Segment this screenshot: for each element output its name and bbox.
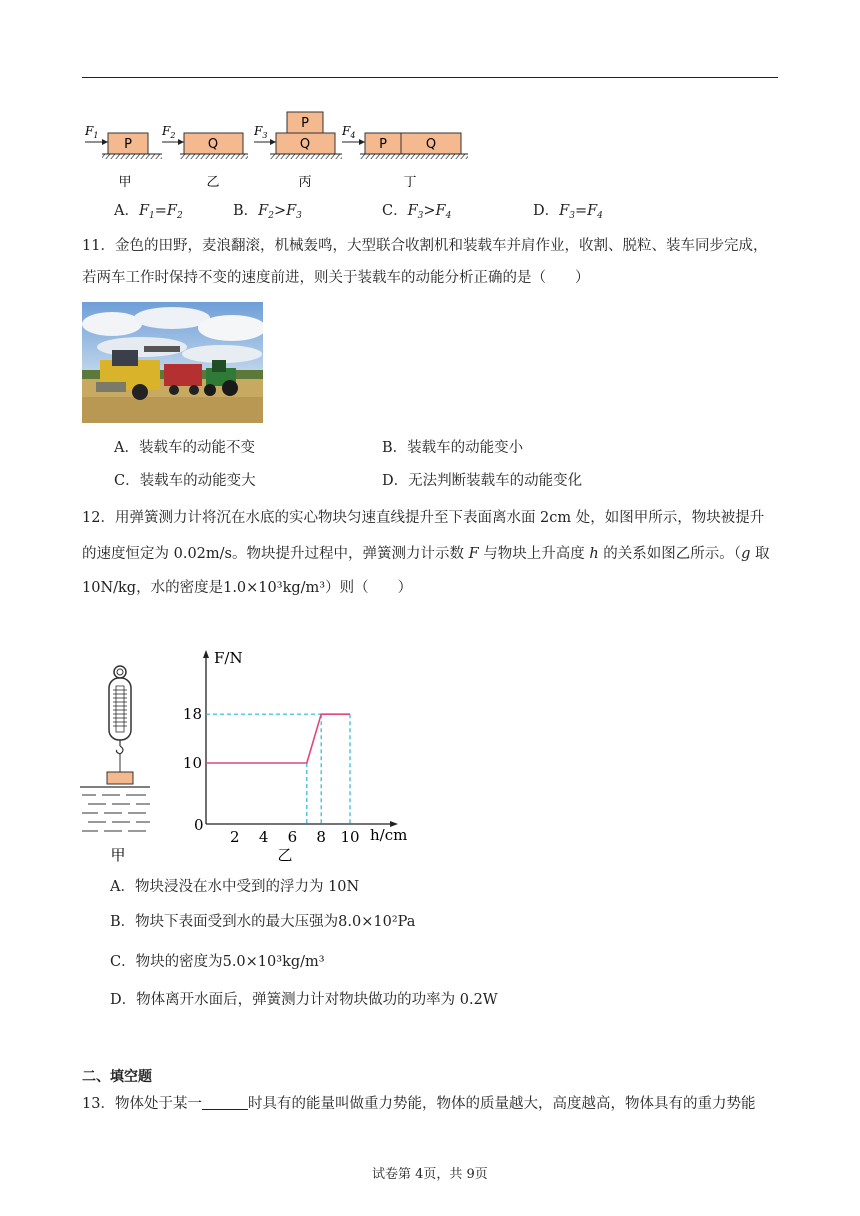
block-q-label: Q	[425, 137, 437, 152]
ground-hatch	[102, 154, 162, 159]
option-formula: $F_3=F_4$	[559, 203, 603, 221]
y-tick-label: 10	[182, 754, 202, 772]
q11-stem-line1: 11．金色的田野，麦浪翻滚，机械轰鸣，大型联合收割机和装载车并肩作业，收割、脱粒、装车同步完成，	[82, 238, 768, 254]
caption-jia: 甲	[118, 175, 132, 190]
block-p-label: P	[379, 137, 387, 152]
diagram-jia	[84, 124, 162, 159]
x-tick-label: 8	[316, 828, 326, 846]
q13-stem: 13．物体处于某一 时具有的能量叫做重力势能，物体的质量越大，高度越高，物体具有的重力势能	[82, 1096, 756, 1112]
x-tick-label: 2	[230, 828, 240, 846]
q10-option-a[interactable]: A．$F_1=F_2$	[114, 203, 183, 221]
option-formula: $F_1=F_2$	[138, 203, 183, 221]
q12-stem-line1: 12．用弹簧测力计将沉在水底的实心物块匀速直线提升至下表面离水面 2cm 处，如图甲所示，物块被提升	[82, 510, 765, 526]
block-p-label: P	[124, 137, 132, 152]
hook-icon	[116, 746, 123, 754]
force-label-f3: $F_3$	[254, 124, 268, 140]
x-tick-label: 4	[258, 828, 269, 846]
answer-blank[interactable]	[202, 1095, 248, 1110]
caption-ding: 丁	[403, 175, 417, 190]
block-p-label: P	[301, 116, 309, 131]
caption-bing: 丙	[298, 175, 312, 190]
origin-label: 0	[194, 816, 204, 834]
q12-option-b[interactable]: B．物块下表面受到水的最大压强为8.0×10²Pa	[110, 914, 416, 930]
y-axis-arrow-icon	[203, 650, 209, 658]
diagram-bing	[253, 112, 342, 159]
q10-option-c[interactable]: C．$F_3>F_4$	[382, 203, 452, 221]
q12-option-d[interactable]: D．物体离开水面后，弹簧测力计对物块做功的功率为 0.2W	[110, 992, 498, 1008]
arrowhead-icon	[102, 139, 108, 145]
q12-option-c[interactable]: C．物块的密度为5.0×10³kg/m³	[110, 954, 325, 970]
block-q-label: Q	[207, 137, 219, 152]
q11-stem-line2: 若两车工作时保持不变的速度前进，则关于装载车的动能分析正确的是（ ）	[82, 270, 590, 286]
force-label-f4: $F_4$	[342, 124, 356, 140]
section-title: 二、填空题	[82, 1069, 152, 1085]
q12-stem-line3: 10N/kg，水的密度是1.0×10³kg/m³）则（ ）	[82, 580, 413, 596]
q11-option-b[interactable]: B．装载车的动能变小	[382, 440, 524, 456]
object-block	[107, 772, 133, 784]
y-tick-label: 18	[182, 705, 202, 724]
water-lines	[82, 795, 150, 831]
q11-option-c[interactable]: C．装载车的动能变大	[114, 473, 256, 489]
q12-option-a[interactable]: A．物块浸没在水中受到的浮力为 10N	[110, 879, 360, 895]
arrowhead-icon	[359, 139, 365, 145]
caption-yi: 乙	[277, 846, 293, 864]
page-footer: 试卷第 4页，共 9页	[372, 1167, 488, 1182]
force-label-f1: $F_1$	[85, 124, 99, 140]
arrowhead-icon	[270, 139, 276, 145]
q11-option-d[interactable]: D．无法判断装载车的动能变化	[382, 473, 583, 489]
ground-hatch	[360, 154, 468, 159]
arrowhead-icon	[178, 139, 184, 145]
header-rule	[82, 77, 778, 78]
option-formula: $F_3>F_4$	[407, 203, 452, 221]
x-tick-label: 10	[340, 828, 360, 846]
force-label-f2: $F_2$	[162, 124, 176, 140]
series-line	[206, 714, 350, 763]
force-height-chart	[170, 642, 420, 867]
x-axis-label: h/cm	[370, 826, 408, 844]
q10-option-d[interactable]: D．$F_3=F_4$	[533, 203, 603, 221]
block-q-label: Q	[299, 137, 311, 152]
harvest-photo	[82, 302, 263, 423]
option-formula: $F_2>F_3$	[258, 203, 302, 221]
ground-hatch	[270, 154, 342, 159]
ground-hatch	[180, 154, 248, 159]
q12-stem-line2: 的速度恒定为 0.02m/s。物块提升过程中，弹簧测力计示数 F 与物块上升高度 h 的关系如图乙所示。（g 取	[82, 546, 770, 562]
scale-ring-icon	[114, 666, 126, 678]
y-axis-label: F/N	[214, 649, 243, 667]
scale-body	[109, 678, 131, 740]
spring-scale-figure	[80, 662, 155, 864]
diagram-ding	[341, 124, 468, 159]
q11-option-a[interactable]: A．装载车的动能不变	[114, 440, 255, 456]
q10-option-b[interactable]: B．$F_2>F_3$	[233, 203, 302, 221]
diagram-yi	[161, 124, 248, 159]
caption-jia: 甲	[110, 846, 126, 864]
blocks-figure	[80, 106, 480, 192]
x-tick-label: 6	[287, 828, 298, 846]
caption-yi: 乙	[206, 175, 220, 190]
